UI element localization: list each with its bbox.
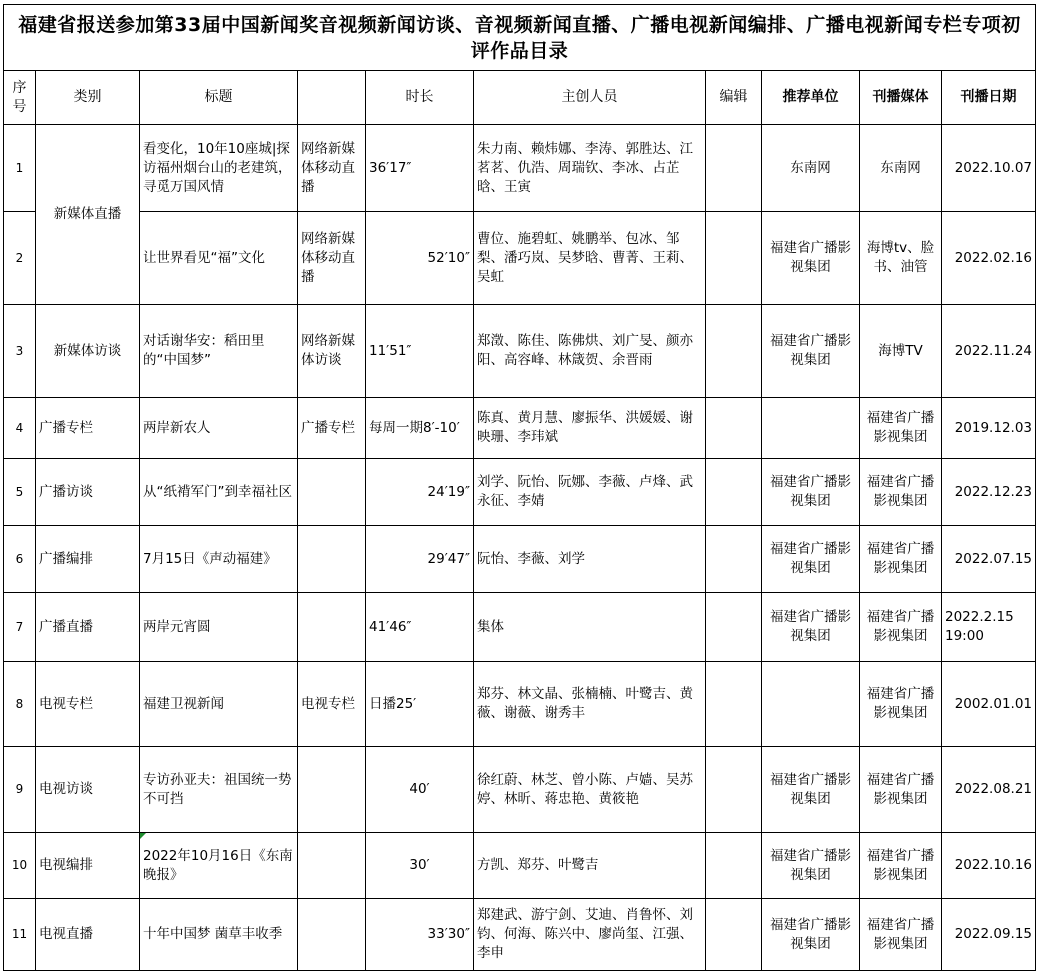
cell-date: 2002.01.01 xyxy=(942,662,1036,747)
spreadsheet xyxy=(3,4,1036,971)
cell-duration: 日播25′ xyxy=(366,662,474,747)
header-type xyxy=(298,71,366,125)
cell-media: 福建省广播影视集团 xyxy=(860,398,942,459)
table-row xyxy=(4,305,1036,398)
cell-editor xyxy=(706,398,762,459)
cell-duration: 41′46″ xyxy=(366,593,474,662)
cell-date: 2022.02.16 xyxy=(942,212,1036,305)
cell-no: 2 xyxy=(4,212,36,305)
cell-no: 8 xyxy=(4,662,36,747)
cell-editor xyxy=(706,593,762,662)
cell-duration: 24′19″ xyxy=(366,459,474,526)
cell-unit: 福建省广播影视集团 xyxy=(762,899,860,971)
table-row xyxy=(4,526,1036,593)
cell-date: 2022.12.23 xyxy=(942,459,1036,526)
cell-unit: 东南网 xyxy=(762,125,860,212)
cell-title: 两岸元宵圆 xyxy=(140,593,298,662)
cell-title: 7月15日《声动福建》 xyxy=(140,526,298,593)
cell-category: 广播专栏 xyxy=(36,398,140,459)
cell-category: 电视访谈 xyxy=(36,747,140,833)
cell-editor xyxy=(706,747,762,833)
cell-creators: 郑澂、陈佳、陈佛烘、刘广旻、颜亦阳、高容峰、林箴贺、余晋雨 xyxy=(474,305,706,398)
table-row xyxy=(4,899,1036,971)
cell-editor xyxy=(706,899,762,971)
cell-editor xyxy=(706,662,762,747)
cell-no: 1 xyxy=(4,125,36,212)
cell-category: 电视直播 xyxy=(36,899,140,971)
cell-media: 福建省广播影视集团 xyxy=(860,526,942,593)
header-creators: 主创人员 xyxy=(474,71,706,125)
cell-media: 福建省广播影视集团 xyxy=(860,662,942,747)
cell-creators: 曹位、施碧虹、姚鹏举、包冰、邹梨、潘巧岚、吴梦晗、曹菁、王莉、吴虹 xyxy=(474,212,706,305)
cell-title: 专访孙亚夫：祖国统一势不可挡 xyxy=(140,747,298,833)
cell-title: 看变化，10年10座城|探访福州烟台山的老建筑，寻觅万国风情 xyxy=(140,125,298,212)
cell-no: 11 xyxy=(4,899,36,971)
cell-type: 广播专栏 xyxy=(298,398,366,459)
cell-no: 9 xyxy=(4,747,36,833)
cell-no: 5 xyxy=(4,459,36,526)
cell-duration: 每周一期8′-10′ xyxy=(366,398,474,459)
cell-type: 网络新媒体移动直播 xyxy=(298,125,366,212)
cell-date: 2022.10.07 xyxy=(942,125,1036,212)
table-row xyxy=(4,459,1036,526)
cell-category: 新媒体直播 xyxy=(36,125,140,305)
cell-category: 广播直播 xyxy=(36,593,140,662)
cell-title: 从“纸褙军门”到幸福社区 xyxy=(140,459,298,526)
cell-title: 2022年10月16日《东南晚报》 xyxy=(140,833,298,899)
cell-media: 福建省广播影视集团 xyxy=(860,747,942,833)
cell-editor xyxy=(706,212,762,305)
table-row xyxy=(4,125,1036,212)
cell-creators: 郑芬、林文晶、张楠楠、叶鹭吉、黄薇、谢薇、谢秀丰 xyxy=(474,662,706,747)
cell-no: 7 xyxy=(4,593,36,662)
cell-type xyxy=(298,833,366,899)
cell-type xyxy=(298,593,366,662)
cell-media: 福建省广播影视集团 xyxy=(860,593,942,662)
table-row xyxy=(4,747,1036,833)
cell-type xyxy=(298,747,366,833)
cell-unit: 福建省广播影视集团 xyxy=(762,526,860,593)
cell-type xyxy=(298,459,366,526)
cell-duration: 36′17″ xyxy=(366,125,474,212)
cell-category: 新媒体访谈 xyxy=(36,305,140,398)
cell-unit: 福建省广播影视集团 xyxy=(762,212,860,305)
header-title: 标题 xyxy=(140,71,298,125)
header-unit: 推荐单位 xyxy=(762,71,860,125)
cell-duration: 29′47″ xyxy=(366,526,474,593)
table-row xyxy=(4,398,1036,459)
cell-no: 10 xyxy=(4,833,36,899)
table-row xyxy=(4,833,1036,899)
cell-category: 广播访谈 xyxy=(36,459,140,526)
cell-editor xyxy=(706,526,762,593)
cell-creators: 徐红蔚、林芝、曾小陈、卢嫱、吴苏婷、林昕、蒋忠艳、黄筱艳 xyxy=(474,747,706,833)
cell-creators: 集体 xyxy=(474,593,706,662)
cell-unit: 福建省广播影视集团 xyxy=(762,459,860,526)
cell-media: 海博TV xyxy=(860,305,942,398)
cell-editor xyxy=(706,305,762,398)
cell-creators: 方凯、郑芬、叶鹭吉 xyxy=(474,833,706,899)
cell-duration: 33′30″ xyxy=(366,899,474,971)
table-row xyxy=(4,212,1036,305)
header-no: 序号 xyxy=(4,71,36,125)
cell-duration: 11′51″ xyxy=(366,305,474,398)
cell-date: 2022.07.15 xyxy=(942,526,1036,593)
cell-unit xyxy=(762,398,860,459)
cell-editor xyxy=(706,125,762,212)
cell-category: 广播编排 xyxy=(36,526,140,593)
cell-date: 2022.09.15 xyxy=(942,899,1036,971)
header-category: 类别 xyxy=(36,71,140,125)
cell-date: 2019.12.03 xyxy=(942,398,1036,459)
cell-media: 福建省广播影视集团 xyxy=(860,459,942,526)
cell-unit: 福建省广播影视集团 xyxy=(762,833,860,899)
table-row xyxy=(4,593,1036,662)
cell-duration: 40′ xyxy=(366,747,474,833)
catalog-table xyxy=(3,4,1036,971)
cell-no: 6 xyxy=(4,526,36,593)
header-date: 刊播日期 xyxy=(942,71,1036,125)
cell-duration: 30′ xyxy=(366,833,474,899)
cell-title: 对话谢华安：稻田里的“中国梦” xyxy=(140,305,298,398)
cell-media: 海博tv、脸书、油管 xyxy=(860,212,942,305)
cell-editor xyxy=(706,833,762,899)
cell-title: 福建卫视新闻 xyxy=(140,662,298,747)
cell-editor xyxy=(706,459,762,526)
cell-type xyxy=(298,526,366,593)
cell-type: 网络新媒体访谈 xyxy=(298,305,366,398)
cell-creators: 刘学、阮怡、阮娜、李薇、卢烽、武永征、李婧 xyxy=(474,459,706,526)
cell-duration: 52′10″ xyxy=(366,212,474,305)
cell-date: 2022.2.15 19:00 xyxy=(942,593,1036,662)
cell-creators: 郑建武、游宁剑、艾迪、肖鲁怀、刘钧、何海、陈兴中、廖尚玺、江强、李申 xyxy=(474,899,706,971)
cell-no: 3 xyxy=(4,305,36,398)
cell-no: 4 xyxy=(4,398,36,459)
cell-type: 电视专栏 xyxy=(298,662,366,747)
cell-type xyxy=(298,899,366,971)
header-media: 刊播媒体 xyxy=(860,71,942,125)
cell-title: 十年中国梦 菌草丰收季 xyxy=(140,899,298,971)
cell-creators: 陈真、黄月慧、廖振华、洪媛媛、谢映珊、李玮斌 xyxy=(474,398,706,459)
cell-type: 网络新媒体移动直播 xyxy=(298,212,366,305)
cell-title: 让世界看见“福”文化 xyxy=(140,212,298,305)
sheet-title: 福建省报送参加第33届中国新闻奖音视频新闻访谈、音视频新闻直播、广播电视新闻编排、广播电视新闻专栏专项初评作品目录 xyxy=(4,5,1036,71)
cell-creators: 阮怡、李薇、刘学 xyxy=(474,526,706,593)
cell-creators: 朱力南、赖炜娜、李涛、郭胜达、江茗茗、仇浩、周瑞钦、李冰、占芷晗、王寅 xyxy=(474,125,706,212)
cell-media: 东南网 xyxy=(860,125,942,212)
cell-media: 福建省广播影视集团 xyxy=(860,833,942,899)
header-editor: 编辑 xyxy=(706,71,762,125)
cell-unit: 福建省广播影视集团 xyxy=(762,593,860,662)
cell-unit xyxy=(762,662,860,747)
cell-unit: 福建省广播影视集团 xyxy=(762,747,860,833)
cell-date: 2022.10.16 xyxy=(942,833,1036,899)
header-duration: 时长 xyxy=(366,71,474,125)
table-row xyxy=(4,662,1036,747)
cell-unit: 福建省广播影视集团 xyxy=(762,305,860,398)
cell-date: 2022.11.24 xyxy=(942,305,1036,398)
cell-media: 福建省广播影视集团 xyxy=(860,899,942,971)
cell-date: 2022.08.21 xyxy=(942,747,1036,833)
cell-category: 电视编排 xyxy=(36,833,140,899)
cell-title: 两岸新农人 xyxy=(140,398,298,459)
cell-category: 电视专栏 xyxy=(36,662,140,747)
